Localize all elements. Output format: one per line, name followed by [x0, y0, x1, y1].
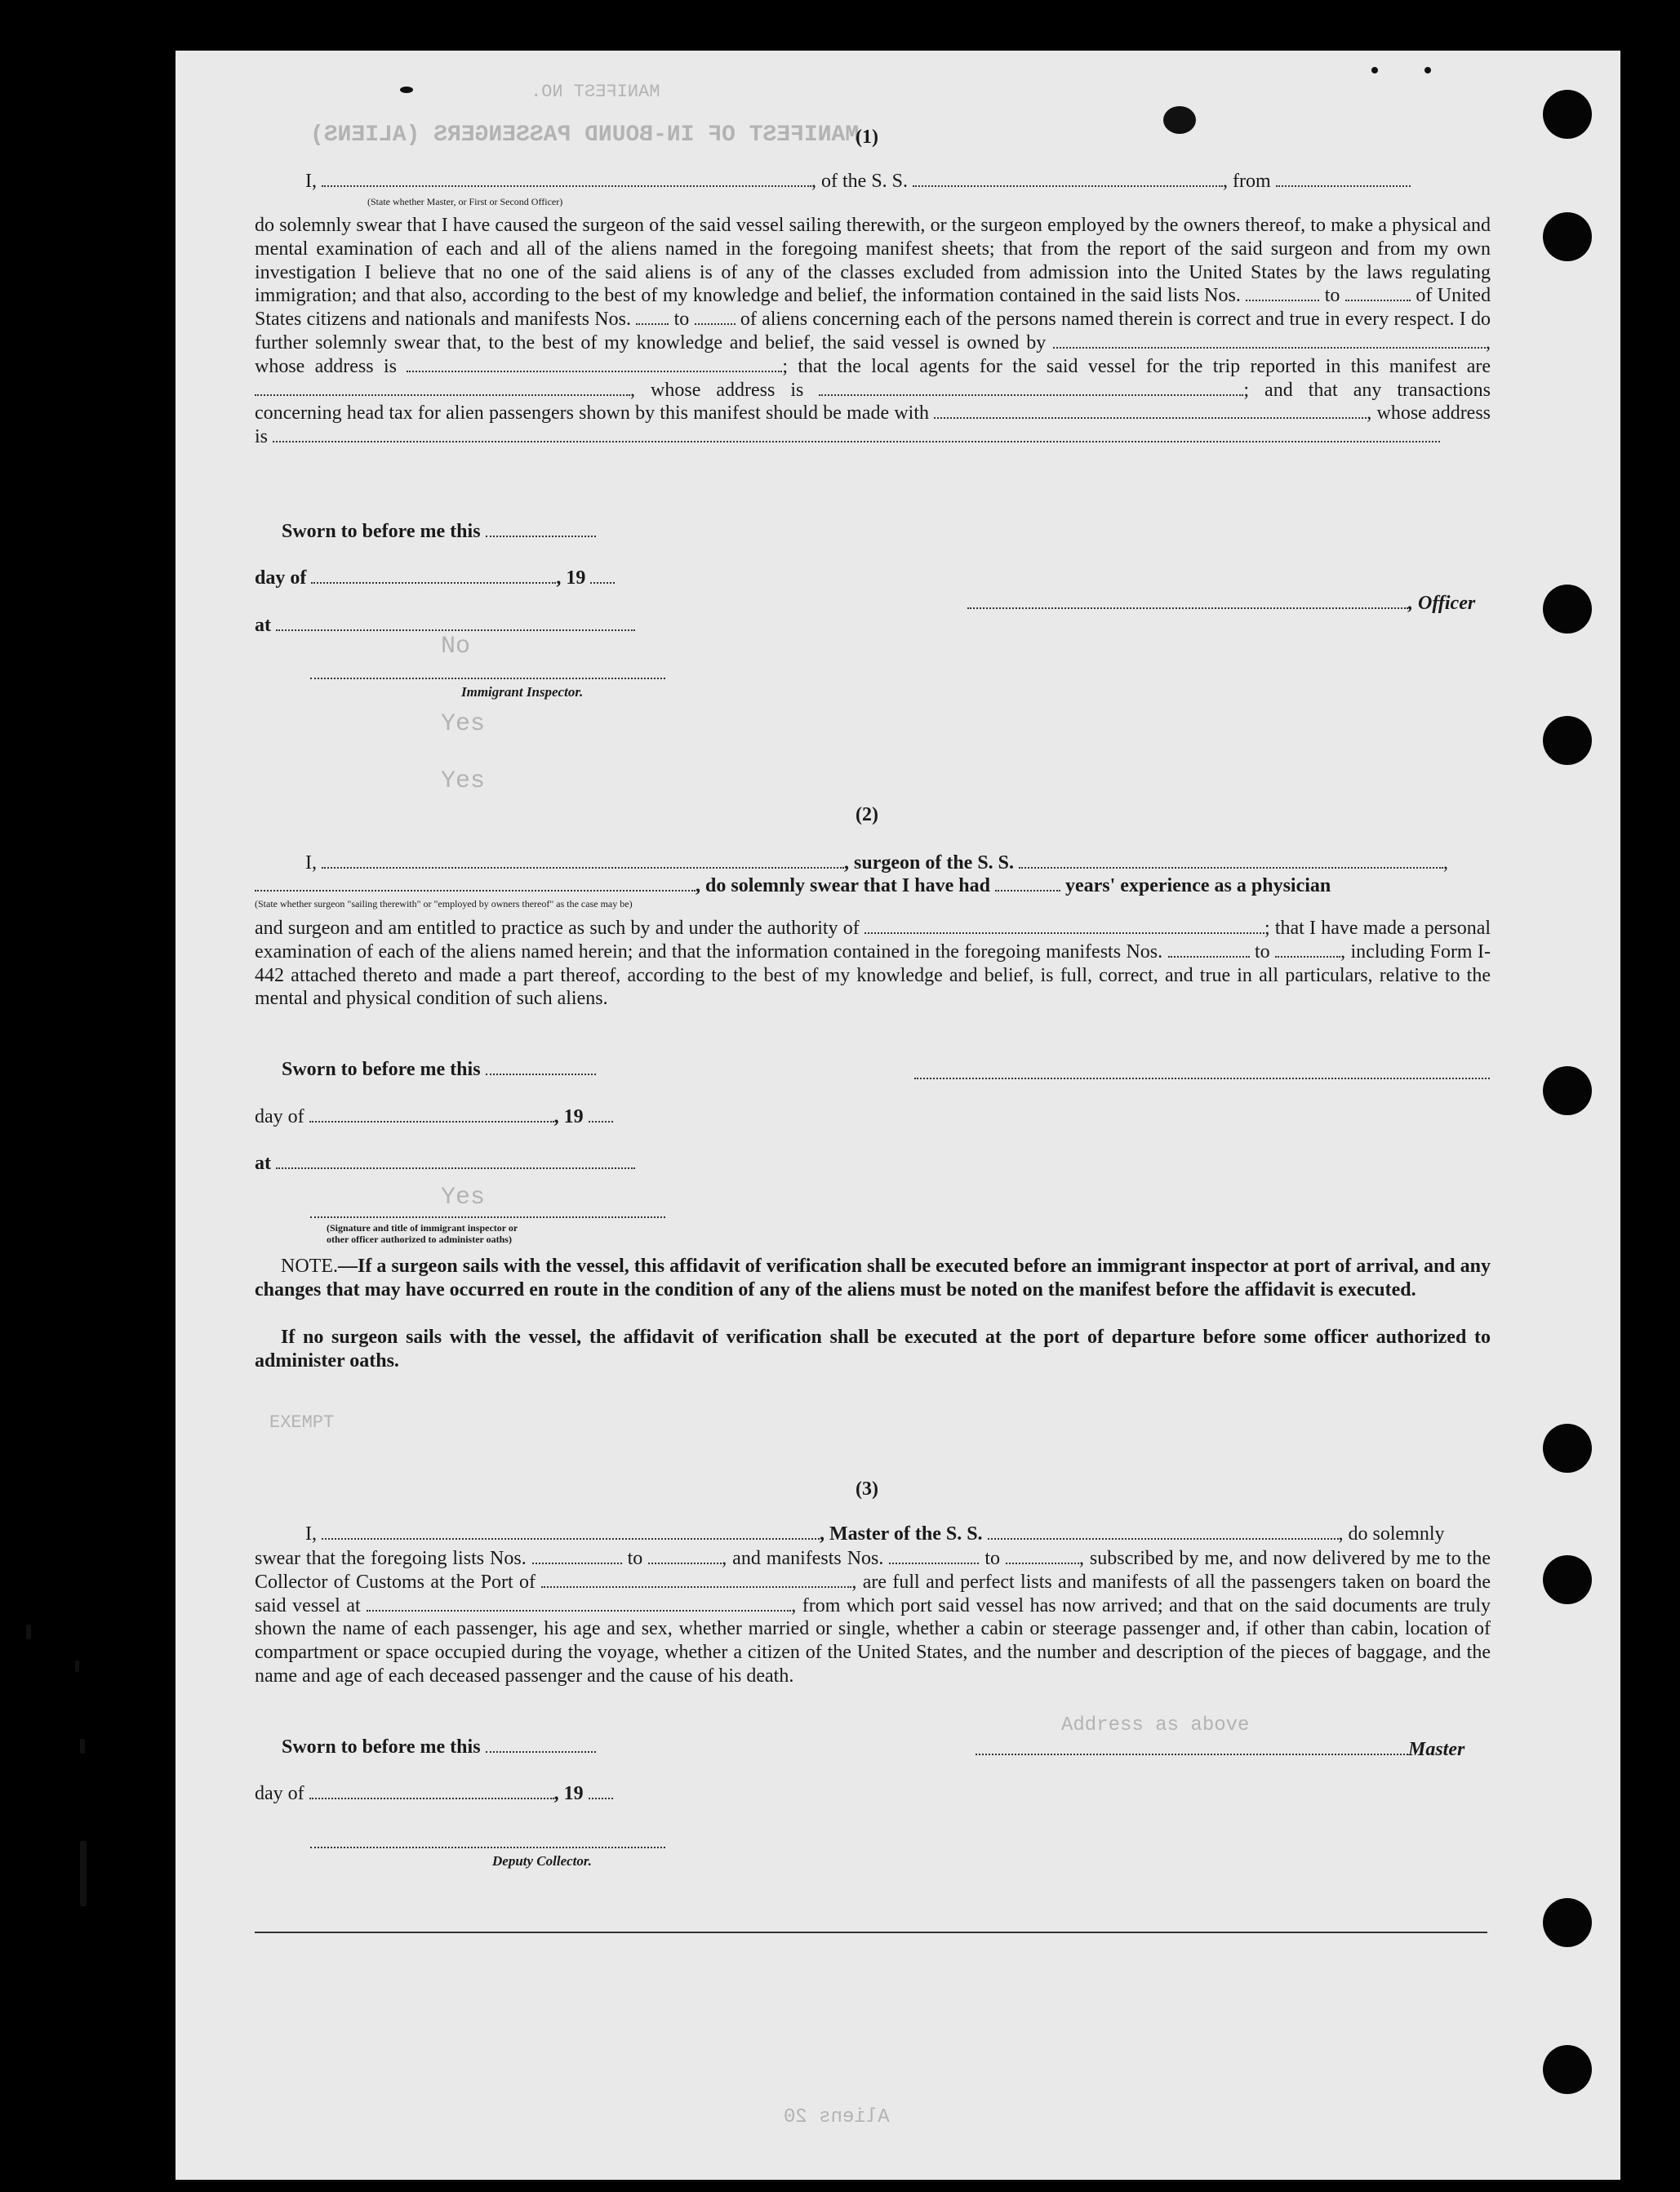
punch-hole: [1543, 2045, 1592, 2094]
sec3-sworn: [282, 1736, 596, 1758]
sec1-head-tax-field[interactable]: [934, 417, 1367, 419]
sec1-to-label: to: [1324, 285, 1340, 307]
ghost-address: Address as above: [1061, 1714, 1250, 1736]
section-1-number: (1): [856, 127, 878, 148]
sec3-deputy-line: [310, 1847, 665, 1848]
sec3-day: [255, 1783, 613, 1805]
punch-hole: [1543, 90, 1592, 139]
sec2-note2: [255, 1326, 1491, 1373]
sec1-inspector-line: [310, 678, 665, 679]
section-3-number: (3): [856, 1478, 878, 1500]
sec1-from-field[interactable]: [1276, 185, 1411, 187]
sec2-sworn-label: Sworn to before me this: [282, 1059, 481, 1080]
sec2-surgeon-of-label: , surgeon of the S. S.: [844, 852, 1015, 874]
punch-hole: [1543, 1555, 1592, 1604]
sec1-ship-label: , of the S. S.: [811, 171, 909, 192]
ink-blot: [400, 87, 413, 93]
sec3-master-sig: [976, 1739, 1464, 1761]
sec3-from-which-text: , from which port said vessel has now arrived; and that on the said documents are truly shown the name of each passenger, his age and sex, whether married or single, whether a cabin or steerage passenger and, if other than cabin, location of compartment or space occupied during the voyage, whether a citizen of the United States, and the number and description of the pieces of baggage, and the name and age of each deceased passenger and the cause of his death.: [255, 1594, 1491, 1687]
sec2-do-solemnly-label: , do solemnly swear that I have had: [696, 875, 990, 896]
sec1-officer-name-field[interactable]: [322, 185, 811, 187]
sec1-line1: [305, 171, 1411, 193]
sec1-head-tax-text: ; and that any transactions concerning head tax for alien passengers shown by this manifest should be made with: [255, 379, 1491, 425]
sec3-lists-from-field[interactable]: [532, 1563, 622, 1564]
sec1-day-label: day of: [255, 567, 307, 589]
sec3-master-signature-field[interactable]: [976, 1754, 1408, 1755]
sec3-manifests-to-field[interactable]: [1006, 1563, 1079, 1564]
sec1-year-label: , 19: [556, 567, 586, 589]
sec1-owner-field[interactable]: [1053, 347, 1486, 349]
sec3-master-of-label: , Master of the S. S.: [820, 1523, 983, 1545]
sec1-lists-to-field[interactable]: [1345, 300, 1411, 301]
sec2-at: [255, 1153, 635, 1175]
edge-mark: [75, 1661, 79, 1672]
sec2-sworn: [282, 1059, 596, 1081]
sec1-i-label: I,: [305, 171, 317, 192]
sec1-manifests-to-field[interactable]: [695, 323, 736, 325]
punch-hole: [1543, 1898, 1592, 1947]
sec2-caption: (State whether surgeon "sailing therewith" or "employed by owners thereof" as the case may be): [255, 898, 633, 909]
sec1-caption: (State whether Master, or First or Second Officer): [367, 196, 563, 207]
sec2-ship-field[interactable]: [1019, 867, 1443, 869]
sec3-body: [255, 1547, 1491, 1688]
edge-mark: [26, 1625, 31, 1639]
sec1-whose-address-label: , whose address is: [255, 331, 1491, 377]
sec3-day-field[interactable]: [309, 1798, 554, 1799]
sec3-to1-label: to: [627, 1548, 643, 1569]
sec1-head-tax-address-field[interactable]: [273, 441, 1440, 442]
sec2-manifests-to-field[interactable]: [1275, 956, 1340, 958]
sec2-note2-text: If no surgeon sails with the vessel, the affidavit of verification shall be executed at the port of departure before some officer authorized to administer oaths.: [255, 1327, 1491, 1372]
sec2-at-label: at: [255, 1153, 271, 1174]
sec1-sworn-field[interactable]: [486, 536, 596, 537]
sec3-to2-label: to: [984, 1548, 1000, 1569]
sec2-note-label: NOTE.: [281, 1256, 338, 1277]
section-2-number: (2): [856, 804, 878, 825]
sec3-sworn-field[interactable]: [486, 1751, 596, 1753]
sec2-years-field[interactable]: [995, 890, 1060, 891]
sec1-officer-label: , Officer: [1408, 593, 1476, 614]
sec1-from-label: , from: [1223, 171, 1271, 192]
sec1-agents-field[interactable]: [255, 394, 630, 396]
sec2-body1-text: and surgeon and am entitled to practice as such by and under the authority of: [255, 918, 860, 939]
punch-hole: [1543, 212, 1592, 261]
sec3-year-field[interactable]: [589, 1798, 613, 1799]
sec2-years-label: years' experience as a physician: [1064, 875, 1331, 896]
sec1-sworn: [282, 521, 596, 543]
punch-hole: [1543, 1424, 1592, 1473]
sec2-capacity-field[interactable]: [255, 890, 696, 891]
bottom-rule: [255, 1932, 1487, 1933]
sec2-sig-caption-2: other officer authorized to administer oaths): [327, 1234, 512, 1245]
sec1-immigrant-inspector: Immigrant Inspector.: [461, 684, 584, 700]
sec3-manifests-from-field[interactable]: [889, 1563, 979, 1564]
sec2-note-text: —If a surgeon sails with the vessel, this affidavit of verification shall be executed before an immigrant inspector at port of arrival, and any changes that may have occurred en route in the condition of any of the aliens must be noted on the manifest before the affidavit is executed.: [255, 1256, 1491, 1301]
sec3-lists-to-field[interactable]: [648, 1563, 722, 1564]
sec2-manifests-from-field[interactable]: [1168, 956, 1250, 958]
sec2-sig-caption-1: (Signature and title of immigrant inspector or: [327, 1222, 518, 1234]
ghost-exempt: EXEMPT: [269, 1412, 335, 1433]
sec2-body3-text: , including Form I-442 attached thereto and made a part thereof, according to the best of my knowledge and belief, is full, correct, and true in all particulars, relative to the mental and physical condition of such aliens.: [255, 940, 1491, 1010]
sec2-line2: [255, 875, 1331, 897]
ink-blot: [1424, 67, 1431, 73]
ink-blot: [1371, 67, 1378, 73]
sec2-signature-line: [914, 1078, 1490, 1079]
sec2-body2-text: that I have made a personal examination of each of the aliens named herein; and that the information contained in the foregoing manifests Nos.: [255, 918, 1491, 963]
sec1-sworn-label: Sworn to before me this: [282, 521, 481, 542]
sec1-day: [255, 567, 615, 589]
sec1-local-agents-text: that the local agents for the said vessel for the trip reported in this manifest are: [798, 355, 1491, 377]
sec2-year-field[interactable]: [589, 1121, 613, 1123]
sec1-ship-field[interactable]: [913, 185, 1223, 187]
sec3-day-label: day of: [255, 1783, 304, 1804]
ink-blot: [1163, 106, 1196, 134]
sec1-at: [255, 615, 635, 637]
sec1-body2-text: of United States citizens and nationals and manifests Nos.: [255, 285, 1491, 331]
sec3-master-label: Master: [1408, 1739, 1465, 1760]
sec1-lists-from-field[interactable]: [1246, 300, 1319, 301]
sec2-line1: I, , surgeon of the S. S. ,: [305, 852, 1449, 874]
sec2-day: [255, 1106, 613, 1128]
sec2-body: and surgeon and am entitled to practice as such by and under the authority of ; that I have made a personal examination of each of the aliens named herein; and that the information contained in the foregoing manifests Nos. to , including Form I-442 attached thereto and made a part thereof, according to the best of my knowledge and belief, is full, correct, and true in all particulars, relative to the mental and physical condition of such aliens.: [255, 918, 1491, 1010]
sec1-agents-address-field[interactable]: [819, 394, 1243, 396]
sec3-port-field[interactable]: [541, 1586, 851, 1588]
sec3-ship-field[interactable]: [988, 1538, 1339, 1540]
sec1-to2-label: to: [673, 309, 690, 331]
ghost-yes-1: Yes: [441, 710, 486, 738]
sec3-sworn-label: Sworn to before me this: [282, 1736, 481, 1758]
sec1-whose-address2-label: whose address is: [651, 379, 804, 401]
sec2-note: [255, 1255, 1491, 1302]
edge-mark: [80, 1739, 85, 1754]
sec1-day-field[interactable]: [311, 582, 556, 584]
ghost-no: No: [441, 633, 471, 660]
sec2-authority-field[interactable]: [864, 932, 1264, 934]
sec1-whose-address3-label: , whose address is: [255, 402, 1491, 448]
sec3-line1: [305, 1523, 1445, 1545]
sec1-body3-text: of aliens concerning each of the persons named therein is correct and true in every respect. I do further solemnly swear that, to the best of my knowledge and belief, the said vessel is owned by: [255, 309, 1491, 353]
sec3-master-name-field[interactable]: [322, 1538, 820, 1540]
edge-mark: [80, 1841, 87, 1906]
sec1-manifests-from-field[interactable]: [636, 323, 669, 325]
sec3-subscribed-text: , subscribed by me, and now delivered by me to the Collector of Customs at the Port of: [255, 1548, 1491, 1593]
punch-hole: [1543, 1066, 1592, 1115]
sec1-officer-signature-field[interactable]: [967, 607, 1408, 609]
sec2-to-label: to: [1255, 940, 1270, 963]
sec3-i-label: I,: [305, 1523, 317, 1545]
ghost-header-2: MANIFEST OF IN-BOUND PASSENGERS (ALIENS): [310, 122, 860, 148]
sec3-year-label: , 19: [553, 1783, 584, 1804]
sec2-inspector-line: [310, 1216, 665, 1218]
sec2-day-label: day of: [255, 1106, 304, 1127]
ghost-yes-3: Yes: [441, 1184, 486, 1212]
punch-hole: [1543, 716, 1592, 765]
sec3-and-manifests-label: , and manifests Nos.: [722, 1548, 884, 1569]
sec1-at-field[interactable]: [276, 629, 635, 631]
ghost-yes-2: Yes: [441, 767, 486, 795]
punch-hole: [1543, 585, 1592, 634]
sec3-do-solemnly-label: , do solemnly: [1338, 1523, 1445, 1545]
sec1-owner-address-field[interactable]: [407, 371, 782, 372]
ghost-header-1: MANIFEST NO.: [531, 82, 660, 102]
sec2-sworn-field[interactable]: [486, 1074, 596, 1075]
sec1-body: do solemnly swear that I have caused the surgeon of the said vessel sailing therewith, or the surgeon employed by the owners thereof, to make a physical and mental examination of each and all of the aliens named in the foregoing manifest sheets; that from the report of the said surgeon and from my own investigation I believe that no one of the said aliens is of any of the classes excluded from admission into the United States by the laws regulating immigration; and that also, according to the best of my knowledge and belief, the information contained in the said lists Nos. to of United States citizens and nationals and manifests Nos. to of aliens concerning each of the persons named therein is correct and true in every respect. I do further solemnly swear that, to the best of my knowledge and belief, the said vessel is owned by , whose address is ; that the local agents for the said vessel for the trip reported in this manifest are , whose address is ; and that any transactions concerning head tax for alien passengers shown by this manifest should be made with , whose address is: [255, 215, 1491, 448]
sec3-full-text: , are full and perfect lists and manifests of all the passengers taken on board the said vessel at: [255, 1571, 1491, 1616]
sec2-year-label: , 19: [553, 1106, 584, 1127]
sec1-officer: [967, 593, 1475, 615]
sec1-at-label: at: [255, 615, 271, 636]
sec2-surgeon-name-field[interactable]: [322, 867, 844, 869]
sec3-deputy-collector: Deputy Collector.: [492, 1853, 592, 1869]
sec1-year-field[interactable]: [590, 582, 615, 584]
sec1-body-text: do solemnly swear that I have caused the surgeon of the said vessel sailing therewith, or the surgeon employed by the owners thereof, to make a physical and mental examination of each and all of the aliens named in the foregoing manifest sheets; that from the report of the said surgeon and from my own investigation I believe that no one of the said aliens is of any of the classes excluded from admission into the United States by the laws regulating immigration; and that also, according to the best of my knowledge and belief, the information contained in the said lists Nos.: [255, 215, 1491, 307]
sec2-at-field[interactable]: [276, 1167, 635, 1169]
sec2-i-label: I,: [305, 852, 317, 874]
sec2-day-field[interactable]: [309, 1121, 554, 1123]
sec3-embarked-field[interactable]: [367, 1610, 791, 1612]
sec3-body-text: swear that the foregoing lists Nos.: [255, 1548, 527, 1569]
ghost-aliens-20: Aliens 20: [784, 2106, 890, 2128]
